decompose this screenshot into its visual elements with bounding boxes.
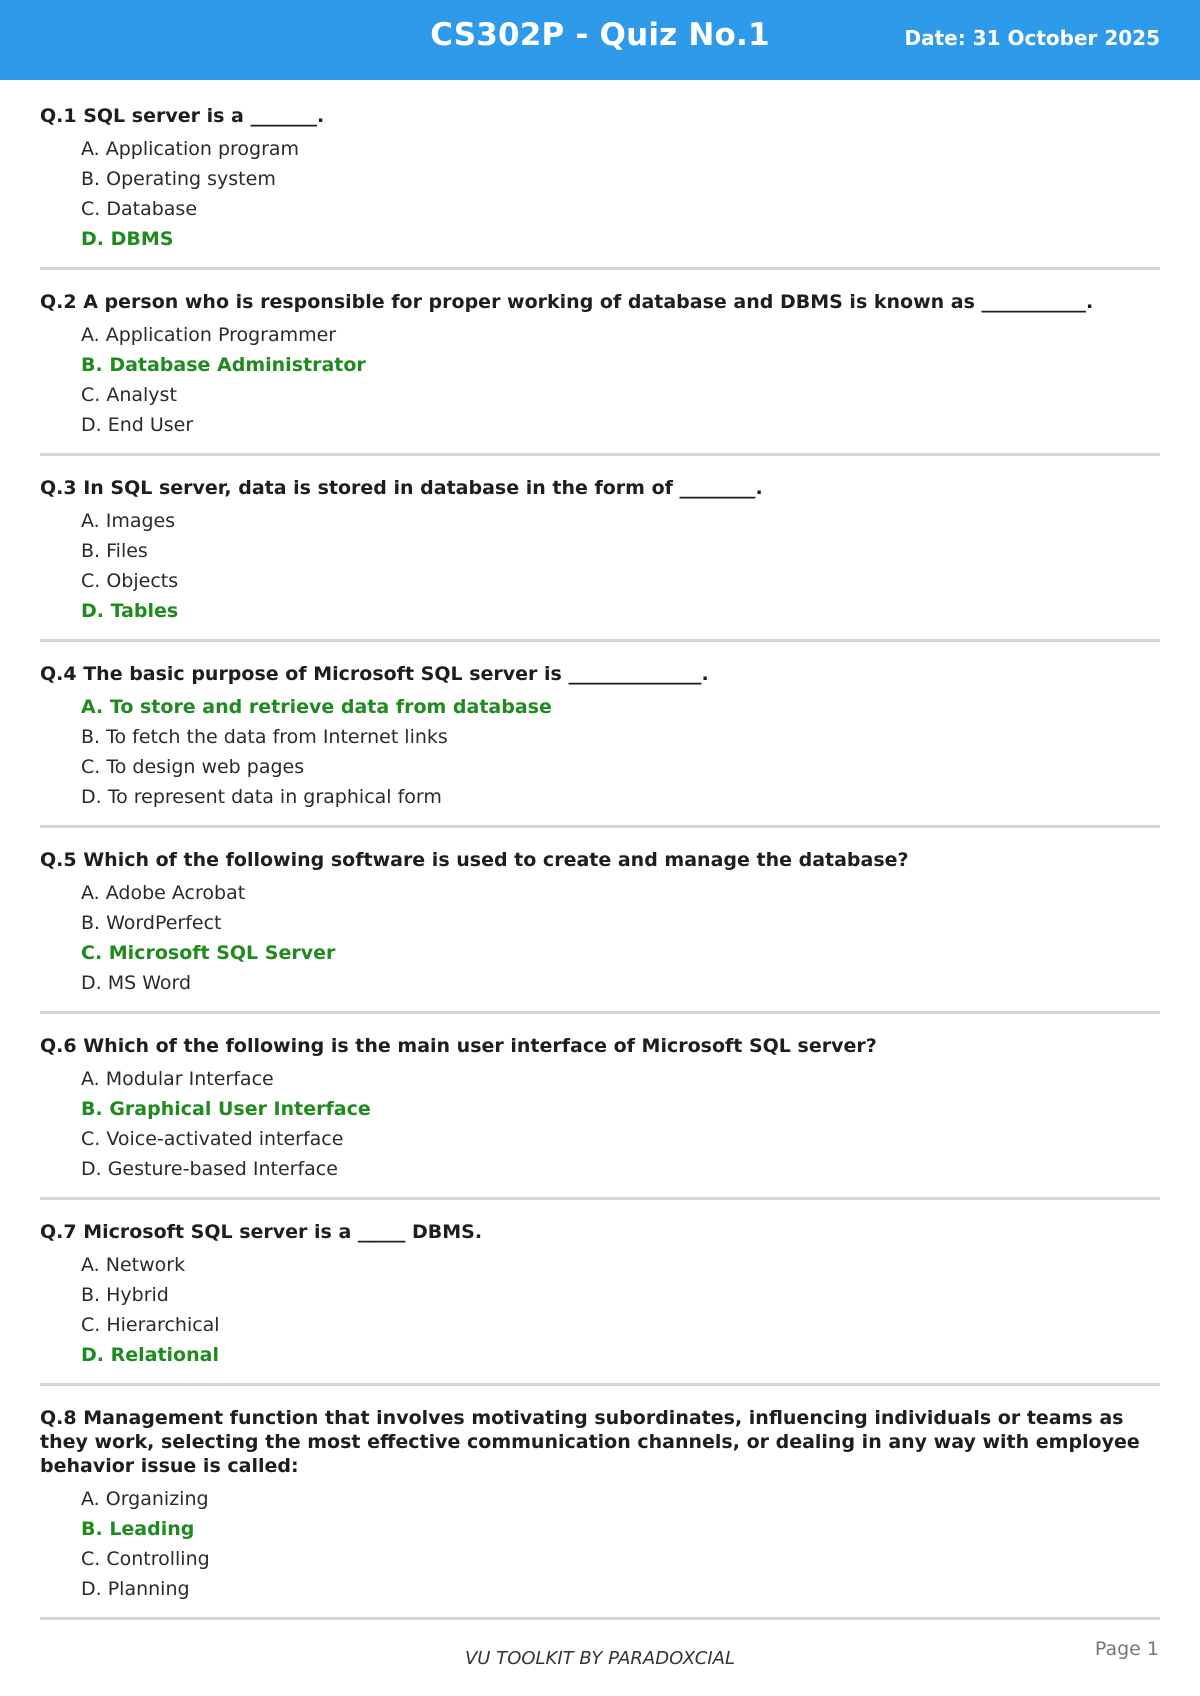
- question-text: Q.2 A person who is responsible for proper working of database and DBMS is known as ___________.: [40, 291, 1094, 313]
- question-text: Q.6 Which of the following is the main user interface of Microsoft SQL server?: [40, 1035, 877, 1057]
- question-7: [40, 1220, 1160, 1386]
- quiz-date: Date: 31 October 2025: [904, 26, 1160, 50]
- option-b: B. To fetch the data from Internet links: [81, 726, 448, 748]
- question-1: [40, 104, 1160, 270]
- option-c: C. Controlling: [81, 1548, 210, 1570]
- option-a: A. Organizing: [81, 1488, 209, 1510]
- option-a: A. Images: [81, 510, 176, 532]
- option-b: B. Database Administrator: [81, 354, 366, 376]
- option-d: D. MS Word: [81, 972, 192, 994]
- option-c: C. To design web pages: [81, 756, 305, 778]
- option-c: C. Voice-activated interface: [81, 1128, 344, 1150]
- question-text: Q.7 Microsoft SQL server is a _____ DBMS.: [40, 1221, 483, 1243]
- question-divider: [40, 267, 1160, 270]
- option-d: D. Planning: [81, 1578, 190, 1600]
- option-d: D. End User: [81, 414, 194, 436]
- question-5: [40, 848, 1160, 1014]
- option-c: C. Objects: [81, 570, 179, 592]
- option-a: A. To store and retrieve data from database: [81, 696, 552, 718]
- quiz-header: [0, 0, 1200, 80]
- option-b: B. WordPerfect: [81, 912, 222, 934]
- question-text: Q.8 Management function that involves motivating subordinates, influencing individuals or teams as they work, selecting the most effective communication channels, or dealing in any way with employee behavior issue is called:: [40, 1407, 1140, 1477]
- option-a: A. Application program: [81, 138, 300, 160]
- option-d: D. To represent data in graphical form: [81, 786, 442, 808]
- question-divider: [40, 1197, 1160, 1200]
- option-d: D. Relational: [81, 1344, 219, 1366]
- page-number: Page 1: [1094, 1638, 1159, 1660]
- question-text: Q.5 Which of the following software is used to create and manage the database?: [40, 849, 909, 871]
- option-a: A. Application Programmer: [81, 324, 337, 346]
- question-divider: [40, 639, 1160, 642]
- question-divider: [40, 825, 1160, 828]
- option-d: D. Tables: [81, 600, 179, 622]
- option-b: B. Files: [81, 540, 148, 562]
- question-4: [40, 662, 1160, 828]
- question-3: [40, 476, 1160, 642]
- question-divider: [40, 1617, 1160, 1620]
- option-c: C. Hierarchical: [81, 1314, 220, 1336]
- option-c: C. Analyst: [81, 384, 177, 406]
- question-list: [40, 104, 1160, 1640]
- question-text: Q.4 The basic purpose of Microsoft SQL server is ______________.: [40, 663, 709, 685]
- quiz-title: CS302P - Quiz No.1: [430, 17, 770, 53]
- question-divider: [40, 1011, 1160, 1014]
- option-b: B. Graphical User Interface: [81, 1098, 371, 1120]
- question-6: [40, 1034, 1160, 1200]
- option-d: D. DBMS: [81, 228, 174, 250]
- question-divider: [40, 453, 1160, 456]
- question-text: Q.1 SQL server is a _______.: [40, 105, 325, 127]
- option-c: C. Database: [81, 198, 198, 220]
- question-text: Q.3 In SQL server, data is stored in database in the form of ________.: [40, 477, 763, 499]
- question-divider: [40, 1383, 1160, 1386]
- option-a: A. Adobe Acrobat: [81, 882, 246, 904]
- option-b: B. Hybrid: [81, 1284, 169, 1306]
- option-a: A. Network: [81, 1254, 186, 1276]
- footer-credit: VU TOOLKIT BY PARADOXCIAL: [464, 1648, 736, 1669]
- option-c: C. Microsoft SQL Server: [81, 942, 336, 964]
- question-2: [40, 290, 1160, 456]
- option-d: D. Gesture-based Interface: [81, 1158, 338, 1180]
- option-b: B. Operating system: [81, 168, 276, 190]
- option-a: A. Modular Interface: [81, 1068, 274, 1090]
- option-b: B. Leading: [81, 1518, 195, 1540]
- question-8: [40, 1406, 1160, 1620]
